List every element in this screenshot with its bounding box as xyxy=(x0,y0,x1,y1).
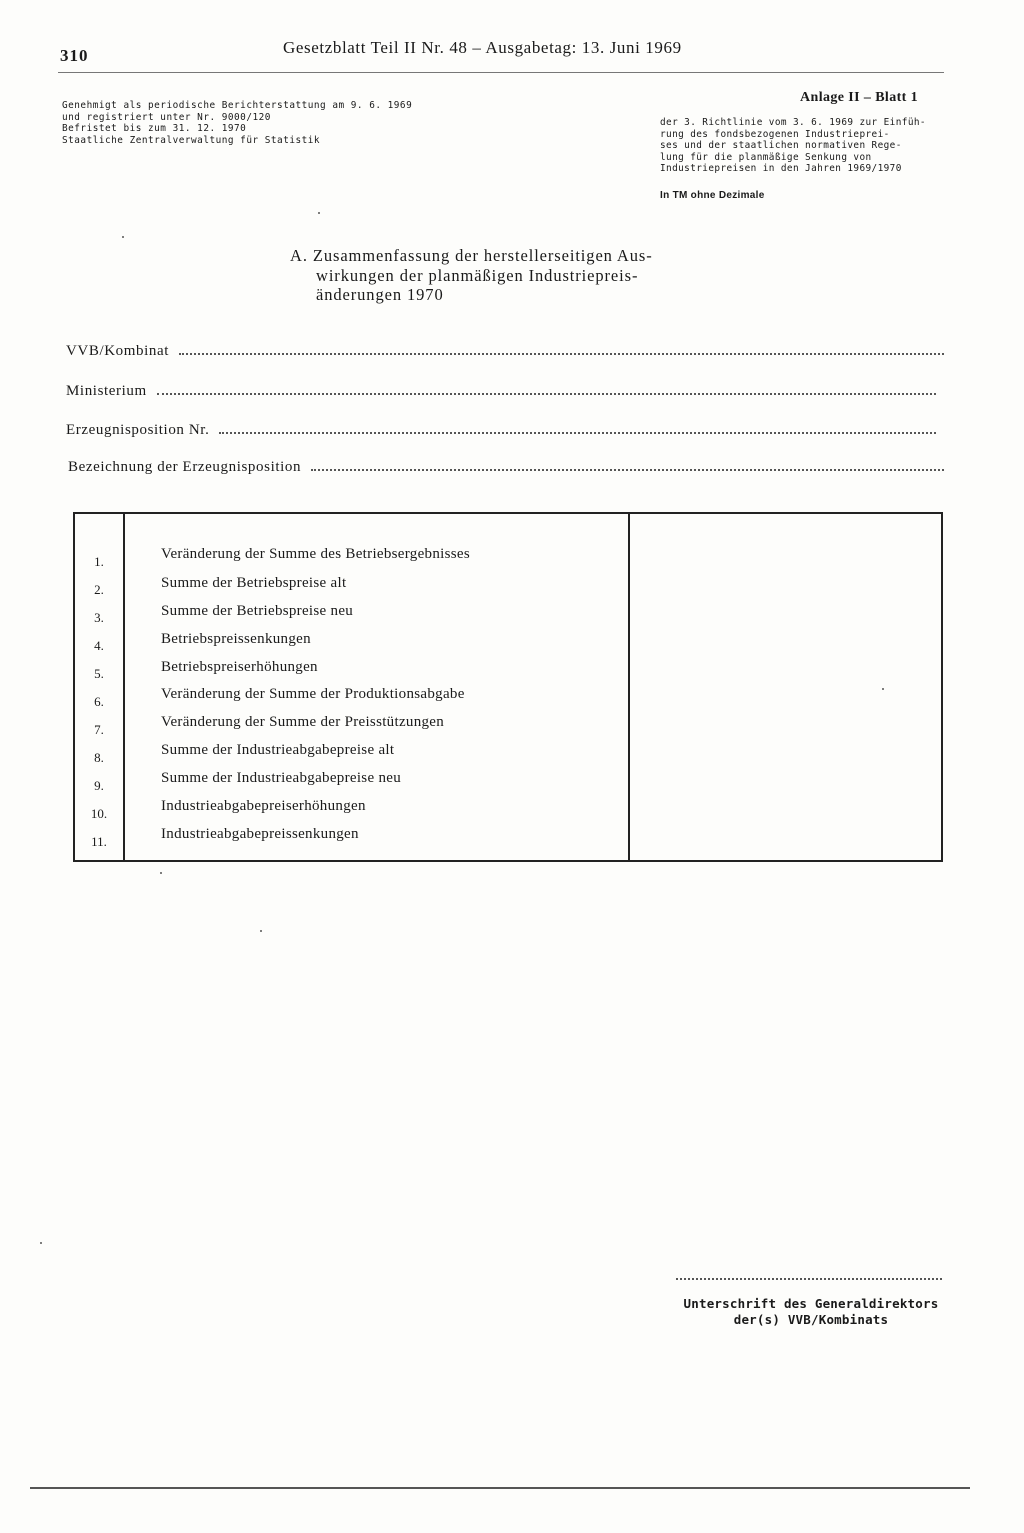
approval-note-line: und registriert unter Nr. 9000/120 xyxy=(62,111,271,123)
table-row-label: Industrieabgabepreiserhöhungen xyxy=(161,798,366,814)
page-number: 310 xyxy=(60,46,89,65)
field-bezeichnung xyxy=(68,454,944,476)
table-row-label: Veränderung der Summe der Produktionsabgabe xyxy=(161,686,465,702)
annex-reference-line: rung des fondsbezogenen Industrieprei- xyxy=(660,128,890,140)
table-row-label: Betriebspreiserhöhungen xyxy=(161,659,318,675)
table-row-number: 10. xyxy=(90,806,108,821)
section-title-line: änderungen 1970 xyxy=(316,285,444,304)
table-row-number: 11. xyxy=(91,834,107,849)
table-row-label: Summe der Industrieabgabepreise neu xyxy=(161,770,402,786)
table-row-label: Summe der Betriebspreise alt xyxy=(161,575,347,591)
table-row-number: 4. xyxy=(94,638,104,653)
signature-line[interactable] xyxy=(676,1278,942,1280)
section-title xyxy=(290,246,720,305)
signature-caption-line: Unterschrift des Generaldirektors xyxy=(683,1296,939,1311)
scan-speck xyxy=(160,872,162,874)
table-row-label: Summe der Industrieabgabepreise alt xyxy=(161,742,395,758)
field-label: VVB/Kombinat xyxy=(66,343,170,359)
field-dotted-line[interactable] xyxy=(157,393,936,395)
table-row-label: Betriebspreissenkungen xyxy=(161,631,311,647)
table-row-number: 7. xyxy=(94,722,104,737)
approval-note-line: Genehmigt als periodische Berichterstattung am 9. 6. 1969 xyxy=(62,100,413,111)
header-rule xyxy=(58,72,944,73)
field-ministerium xyxy=(66,378,936,400)
table-row-number: 2. xyxy=(94,582,104,597)
annex-title: Anlage II – Blatt 1 xyxy=(800,90,919,105)
approval-note-line: Befristet bis zum 31. 12. 1970 xyxy=(62,123,247,134)
field-vvb-kombinat xyxy=(66,338,944,360)
table-row-number: 9. xyxy=(94,778,104,793)
table-row-number: 5. xyxy=(94,666,104,681)
unit-note: In TM ohne Dezimale xyxy=(660,190,765,201)
table-column-divider xyxy=(123,514,125,860)
table-row-label: Summe der Betriebspreise neu xyxy=(161,603,354,619)
annex-reference xyxy=(660,117,940,175)
table-row-number: 6. xyxy=(94,694,104,709)
scan-speck xyxy=(122,236,124,238)
annex-reference-line: der 3. Richtlinie vom 3. 6. 1969 zur Einfüh- xyxy=(660,117,926,128)
annex-reference-line: ses und der staatlichen normativen Rege- xyxy=(660,140,902,151)
scan-speck xyxy=(318,212,320,214)
scan-speck xyxy=(260,930,262,932)
annex-reference-line: lung für die planmäßige Senkung von xyxy=(660,151,872,163)
table-row-label: Industrieabgabepreissenkungen xyxy=(161,826,359,842)
section-title-line: wirkungen der planmäßigen Industriepreis- xyxy=(316,265,639,285)
table-row-number: 8. xyxy=(94,750,104,765)
signature-caption xyxy=(678,1296,944,1328)
scan-bottom-rule xyxy=(30,1487,970,1489)
scan-speck xyxy=(882,688,884,690)
table-column-divider xyxy=(628,514,630,860)
field-label: Bezeichnung der Erzeugnisposition xyxy=(68,459,302,475)
field-erzeugnisposition-nr xyxy=(66,417,936,439)
table-row-number: 3. xyxy=(94,610,104,625)
field-dotted-line[interactable] xyxy=(179,353,944,355)
table-row-number: 1. xyxy=(94,554,104,569)
summary-table xyxy=(73,512,943,862)
table-row-label: Veränderung der Summe des Betriebsergebnisses xyxy=(161,546,470,562)
field-dotted-line[interactable] xyxy=(219,432,936,434)
field-label: Ministerium xyxy=(66,383,147,399)
field-label: Erzeugnisposition Nr. xyxy=(66,422,210,438)
section-title-line: A. Zusammenfassung der herstellerseitigen Aus- xyxy=(290,246,653,265)
field-dotted-line[interactable] xyxy=(311,469,944,471)
scan-speck xyxy=(40,1242,42,1244)
gazette-header-title: Gesetzblatt Teil II Nr. 48 – Ausgabetag: 13. Juni 1969 xyxy=(283,38,682,57)
table-row-label: Veränderung der Summe der Preisstützungen xyxy=(161,714,445,730)
approval-note xyxy=(62,100,482,146)
annex-reference-line: Industriepreisen in den Jahren 1969/1970 xyxy=(660,163,902,174)
signature-caption-line: der(s) VVB/Kombinats xyxy=(733,1312,889,1327)
approval-note-line: Staatliche Zentralverwaltung für Statistik xyxy=(62,134,321,146)
